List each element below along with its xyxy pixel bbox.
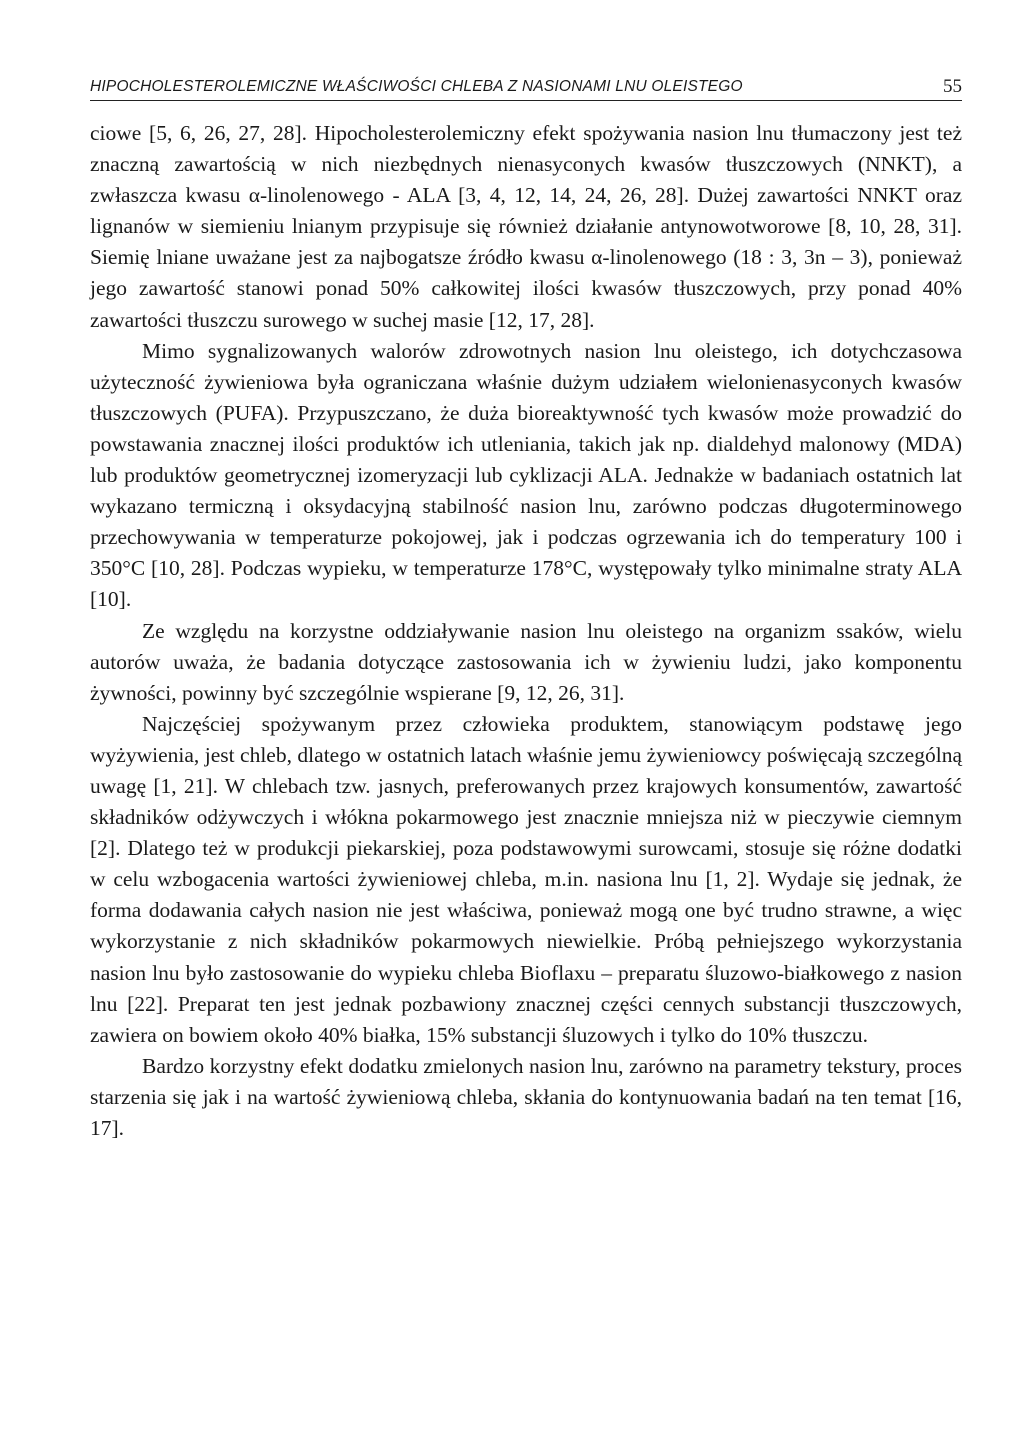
paragraph-continued: ciowe [5, 6, 26, 27, 28]. Hipocholesterolemiczny efekt spożywania nasion lnu tłumaczony jest też znaczną zawartością w nich niezbędnych nienasyconych kwasów tłuszczowych (NNKT), a zwłaszcza kwasu α-linolenowego - ALA [3, 4, 12, 14, 24, 26, 28]. Dużej zawartości NNKT oraz lignanów w siemieniu lnianym przypisuje się również działanie antynowotworowe [8, 10, 28, 31]. Siemię lniane uważane jest za najbogatsze źródło kwasu α-linolenowego (18 : 3, 3n – 3), ponieważ jego zawartość stanowi ponad 50% całkowitej ilości kwasów tłuszczowych, przy ponad 40% zawartości tłuszczu surowego w suchej masie [12, 17, 28]. xyxy=(90,121,962,332)
page-number: 55 xyxy=(943,76,962,97)
running-title: HIPOCHOLESTEROLEMICZNE WŁAŚCIWOŚCI CHLEBA Z NASIONAMI LNU OLEISTEGO xyxy=(90,78,743,95)
paragraph: Bardzo korzystny efekt dodatku zmielonych nasion lnu, zarówno na parametry tekstury, proces starzenia się jak i na wartość żywieniową chleba, skłania do kontynuowania badań na ten temat [16, 17]. xyxy=(90,1053,962,1140)
paragraph: Mimo sygnalizowanych walorów zdrowotnych nasion lnu oleistego, ich dotychczasowa użyteczność żywieniowa była ograniczana właśnie dużym udziałem wielonienasyconych kwasów tłuszczowych (PUFA). Przypuszczano, że duża bioreaktywność tych kwasów może prowadzić do powstawania znacznej ilości produktów ich utleniania, takich jak np. dialdehyd malonowy (MDA) lub produktów geometrycznej izomeryzacji lub cyklizacji ALA. Jednakże w badaniach ostatnich lat wykazano termiczną i oksydacyjną stabilność nasion lnu, zarówno podczas długoterminowego przechowywania w temperaturze pokojowej, jak i podczas ogrzewania ich do temperatury 100 i 350°C [10, 28]. Podczas wypieku, w temperaturze 178°C, występowały tylko minimalne straty ALA [10]. xyxy=(90,338,962,612)
paragraph: Najczęściej spożywanym przez człowieka produktem, stanowiącym podstawę jego wyżywienia, jest chleb, dlatego w ostatnich latach właśnie jemu żywieniowcy poświęcają szczególną uwagę [1, 21]. W chlebach tzw. jasnych, preferowanych przez krajowych konsumentów, zawartość składników odżywczych i włókna pokarmowego jest znacznie mniejsza niż w pieczywie ciemnym [2]. Dlatego też w produkcji piekarskiej, poza podstawowymi surowcami, stosuje się różne dodatki w celu wzbogacenia wartości żywieniowej chleba, m.in. nasiona lnu [1, 2]. Wydaje się jednak, że forma dodawania całych nasion nie jest właściwa, ponieważ mogą one być trudno strawne, a więc wykorzystanie z nich składników pokarmowych niewielkie. Próbą pełniejszego wykorzystania nasion lnu było zastosowanie do wypieku chleba Bioflaxu – preparatu śluzowo-białkowego z nasion lnu [22]. Preparat ten jest jednak pozbawiony znacznej części cennych substancji tłuszczowych, zawiera on bowiem około 40% białka, 15% substancji śluzowych i tylko do 10% tłuszczu. xyxy=(90,711,962,1047)
paragraph: Ze względu na korzystne oddziaływanie nasion lnu oleistego na organizm ssaków, wielu autorów uważa, że badania dotyczące zastosowania ich w żywieniu ludzi, jako komponentu żywności, powinny być szczególnie wspierane [9, 12, 26, 31]. xyxy=(90,618,962,705)
running-header xyxy=(90,76,962,101)
article-body xyxy=(90,118,962,1144)
